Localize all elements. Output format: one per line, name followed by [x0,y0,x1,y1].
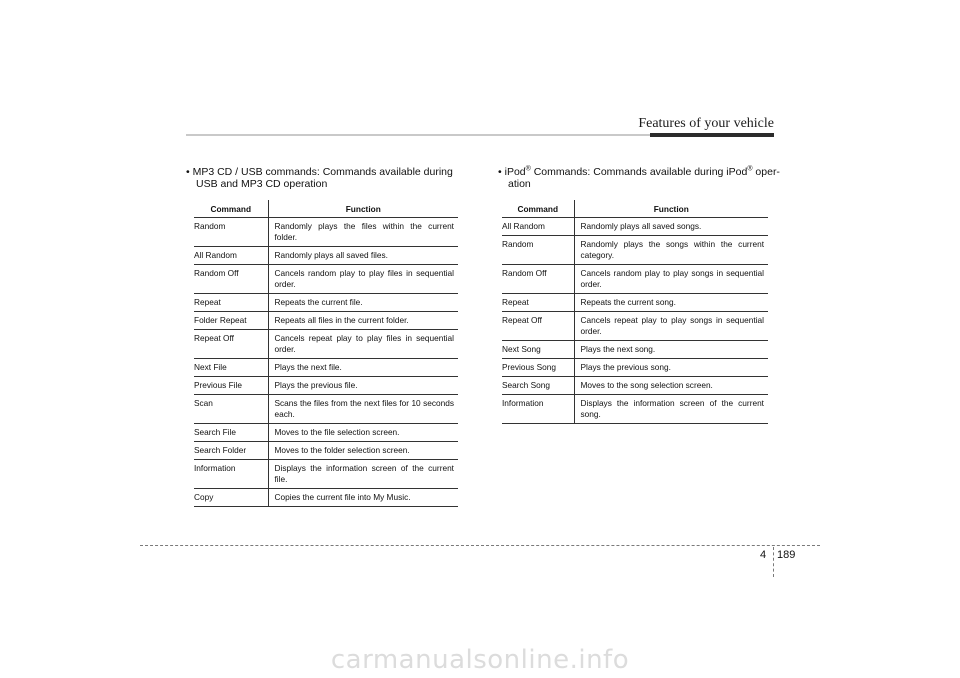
table-row [194,359,458,377]
table-header-row [502,200,768,218]
table-row [502,312,768,341]
ipod-intro-line1 [498,167,780,179]
function-cell: Cancels repeat play to play files in sequential order. [268,330,458,359]
header-rule-accent [650,133,774,137]
footer-divider [773,547,774,577]
function-cell: Cancels repeat play to play songs in sequential order. [574,312,768,341]
command-cell: Search Song [502,377,574,395]
mp3-usb-intro-line2: USB and MP3 CD operation [196,177,328,190]
table-row [194,424,458,442]
function-cell: Cancels random play to play files in sequential order. [268,265,458,294]
function-cell: Scans the files from the next files for 10 seconds each. [268,395,458,424]
table-row [502,265,768,294]
table-row [502,294,768,312]
registered-mark: ® [525,165,531,173]
function-cell: Copies the current file into My Music. [268,489,458,507]
command-cell: Random [502,236,574,265]
function-cell: Plays the previous file. [268,377,458,395]
table-row [194,218,458,247]
table-row [502,395,768,424]
function-cell: Plays the next file. [268,359,458,377]
table-row [194,265,458,294]
table-row [502,341,768,359]
command-cell: Copy [194,489,268,507]
command-cell: Repeat Off [502,312,574,341]
ipod-table-body [502,218,768,424]
function-cell: Randomly plays the songs within the current category. [574,236,768,265]
footer-rule [140,545,820,546]
command-cell: Previous File [194,377,268,395]
page-header-title: Features of your vehicle [638,116,774,131]
function-cell: Plays the previous song. [574,359,768,377]
table-row [502,218,768,236]
command-cell: Information [502,395,574,424]
mp3-usb-table-body [194,218,458,507]
column-header-command: Command [194,200,268,218]
function-cell: Randomly plays all saved files. [268,247,458,265]
command-cell: Folder Repeat [194,312,268,330]
ipod-command-table [502,200,768,424]
command-cell: All Random [502,218,574,236]
command-cell: Next Song [502,341,574,359]
command-cell: Search File [194,424,268,442]
command-cell: Information [194,460,268,489]
ipod-intro-ipod-label: iPod [504,166,526,178]
function-cell: Moves to the file selection screen. [268,424,458,442]
table-row [194,330,458,359]
ipod-intro-bullet: • [498,166,502,178]
column-header-command: Command [502,200,574,218]
command-cell: Random Off [194,265,268,294]
function-cell: Moves to the song selection screen. [574,377,768,395]
ipod-intro-line2: ation [508,177,531,190]
table-row [194,395,458,424]
function-cell: Moves to the folder selection screen. [268,442,458,460]
command-cell: Random Off [502,265,574,294]
mp3-usb-intro-line1: • MP3 CD / USB commands: Commands available during [186,166,453,178]
function-cell: Repeats the current song. [574,294,768,312]
ipod-intro-mid: Commands: Commands available during iPod [533,166,748,178]
table-row [194,442,458,460]
table-row [502,359,768,377]
table-row [194,377,458,395]
command-cell: Repeat Off [194,330,268,359]
column-header-function: Function [268,200,458,218]
function-cell: Repeats the current file. [268,294,458,312]
command-cell: Search Folder [194,442,268,460]
table-row [502,236,768,265]
command-cell: Scan [194,395,268,424]
table-row [194,460,458,489]
mp3-usb-command-table [194,200,458,507]
function-cell: Randomly plays the files within the current folder. [268,218,458,247]
table-header-row [194,200,458,218]
mp3-usb-intro [186,167,453,190]
command-cell: Next File [194,359,268,377]
function-cell: Repeats all files in the current folder. [268,312,458,330]
command-cell: Previous Song [502,359,574,377]
registered-mark: ® [747,165,753,173]
table-row [194,312,458,330]
command-cell: Repeat [502,294,574,312]
table-row [194,294,458,312]
function-cell: Plays the next song. [574,341,768,359]
column-header-function: Function [574,200,768,218]
watermark: carmanualsonline.info [330,645,630,675]
command-cell: Repeat [194,294,268,312]
command-cell: Random [194,218,268,247]
ipod-intro-end: oper- [755,166,780,178]
command-cell: All Random [194,247,268,265]
chapter-number: 4 [760,549,767,561]
table-row [194,489,458,507]
table-row [502,377,768,395]
table-row [194,247,458,265]
function-cell: Displays the information screen of the current song. [574,395,768,424]
function-cell: Displays the information screen of the current file. [268,460,458,489]
function-cell: Randomly plays all saved songs. [574,218,768,236]
function-cell: Cancels random play to play songs in sequential order. [574,265,768,294]
page-number: 189 [777,549,796,561]
ipod-intro [498,167,780,190]
